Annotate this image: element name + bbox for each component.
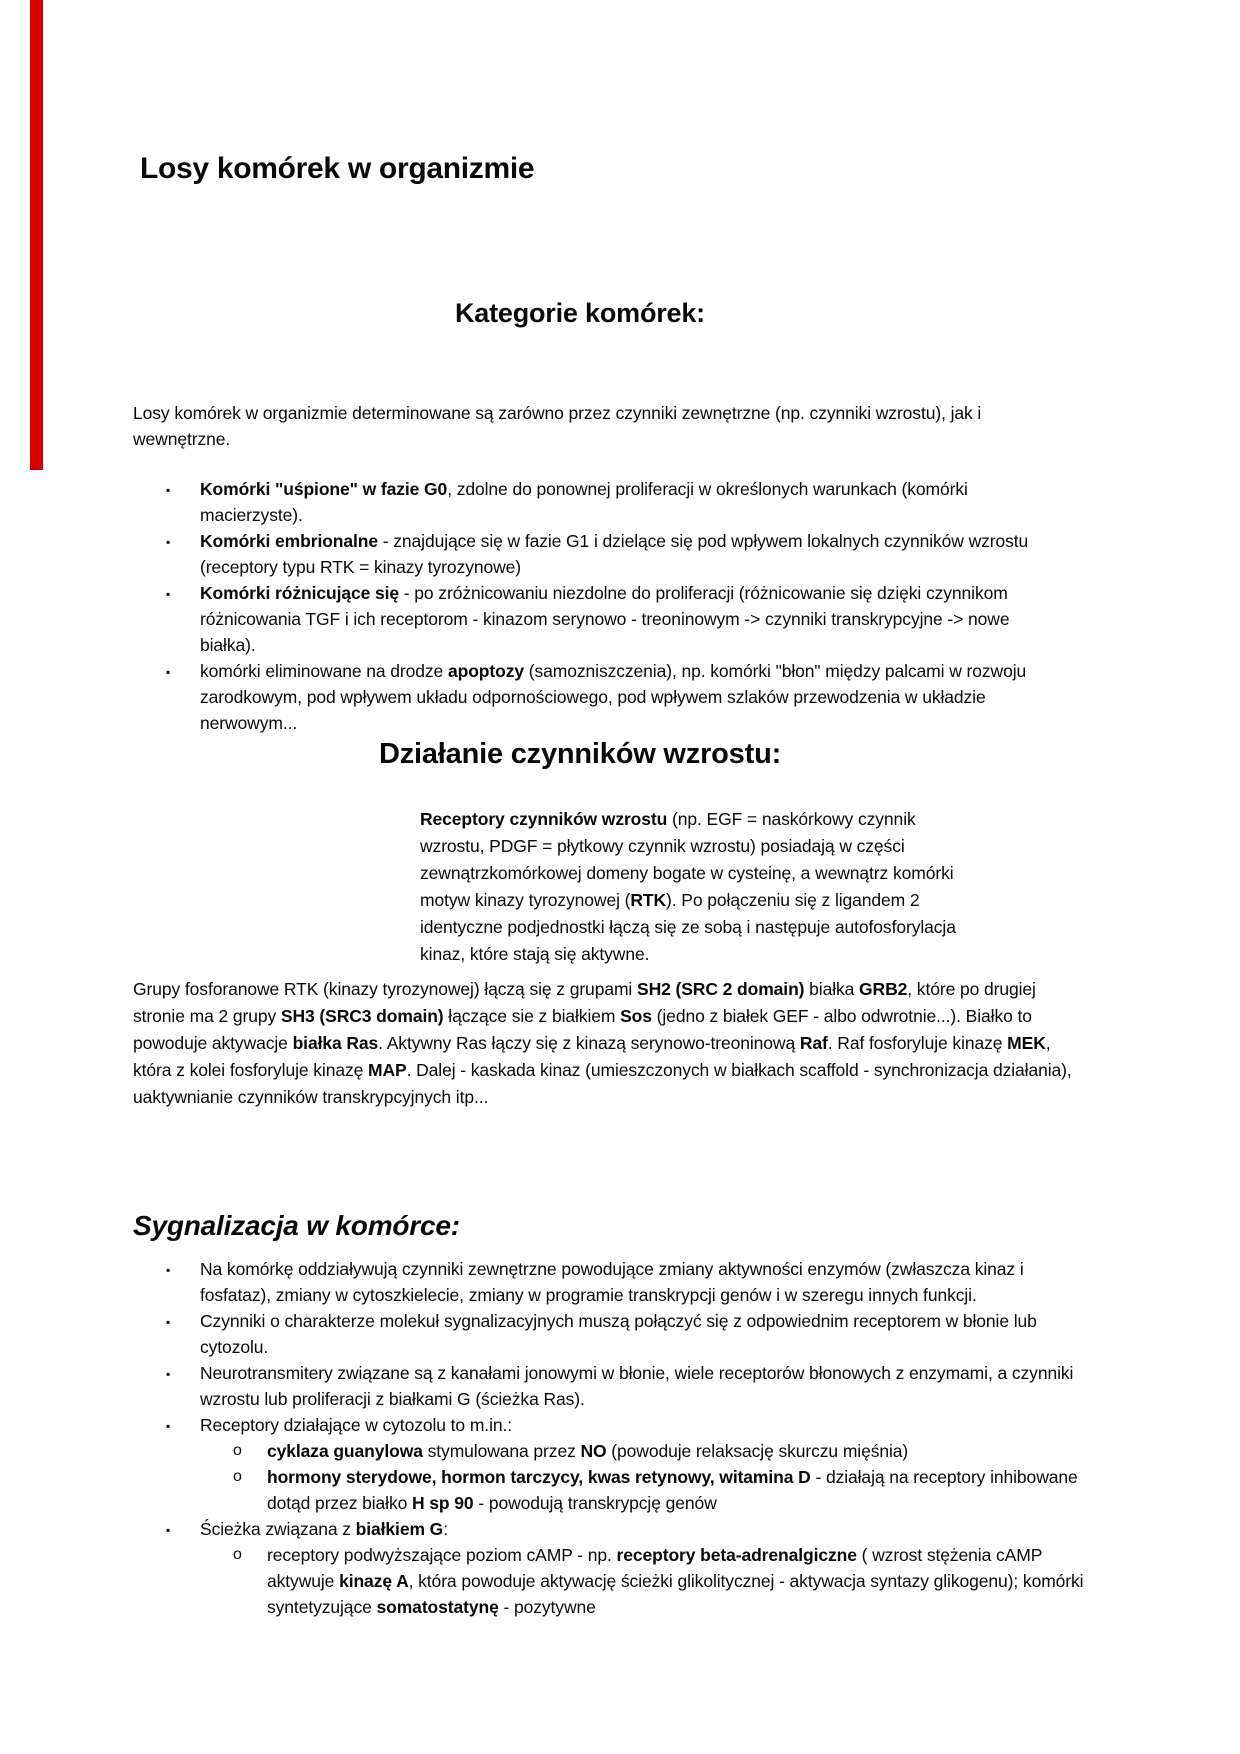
square-bullet-icon: ▪: [166, 1315, 171, 1329]
square-bullet-icon: ▪: [166, 1523, 171, 1537]
document-title: Losy komórek w organizmie: [140, 152, 535, 185]
sub-list-item: [133, 1542, 1093, 1620]
bullet-text: Czynniki o charakterze molekuł sygnalizacyjnych muszą połączyć się z odpowiednim receptorem w błonie lub cytozolu.: [200, 1311, 1037, 1357]
square-bullet-icon: ▪: [166, 483, 171, 497]
bullet-text: komórki eliminowane na drodze apoptozy (samozniszczenia), np. komórki "błon" między palcami w rozwoju zarodkowym, pod wpływem układu odpornościowego, pod wpływem szlaków przewodzenia w układzie nerwowym...: [200, 661, 1027, 733]
square-bullet-icon: ▪: [166, 587, 171, 601]
bullet-text: Receptory działające w cytozolu to m.in.:: [200, 1415, 513, 1435]
intro-paragraph: Losy komórek w organizmie determinowane są zarówno przez czynniki zewnętrzne (np. czynniki wzrostu), jak i wewnętrzne.: [133, 403, 982, 449]
square-bullet-icon: ▪: [166, 1367, 171, 1381]
bullet-text: Na komórkę oddziaływują czynniki zewnętrzne powodujące zmiany aktywności enzymów (zwłaszcza kinaz i fosfataz), zmiany w cytoszkielecie, zmiany w programie transkrypcji genów i w szeregu innych funkcji.: [200, 1259, 1024, 1305]
signaling-list: [133, 1256, 1093, 1620]
circle-bullet-icon: o: [233, 1546, 242, 1563]
circle-bullet-icon: o: [233, 1442, 242, 1459]
sub-list-item: [133, 1438, 1093, 1464]
cell-categories-list: [133, 476, 1068, 736]
bullet-text: Komórki różnicujące się - po zróżnicowaniu niezdolne do proliferacji (różnicowanie się dzięki czynnikom różnicowania TGF i ich receptorom - kinazom serynowo - treoninowym -> czynniki transkrypcyjne -> nowe białka).: [200, 583, 1010, 655]
list-item: [133, 1516, 1093, 1542]
bullet-text: Neurotransmitery związane są z kanałami jonowymi w błonie, wiele receptorów błonowych z enzymami, a czynniki wzrostu lub proliferacji z białkami G (ścieżka Ras).: [200, 1363, 1074, 1409]
receptors-paragraph: Receptory czynników wzrostu (np. EGF = naskórkowy czynnik wzrostu, PDGF = płytkowy czynnik wzrostu) posiadają w części zewnątrzkomórkowej domeny bogate w cysteinę, a wewnątrz komórki motyw kinazy tyrozynowej (RTK). Po połączeniu się z ligandem 2 identyczne podjednostki łączą się ze sobą i następuje autofosforylacja kinaz, które stają się aktywne.: [420, 809, 956, 964]
square-bullet-icon: ▪: [166, 665, 171, 679]
bullet-text: Komórki "uśpione" w fazie G0, zdolne do ponownej proliferacji w określonych warunkach (komórki macierzyste).: [200, 479, 968, 525]
bullet-text: Ścieżka związana z białkiem G:: [200, 1519, 448, 1539]
section-heading-sygnalizacja: Sygnalizacja w komórce:: [133, 1210, 460, 1241]
list-item: [133, 580, 1068, 658]
list-item: [133, 528, 1068, 580]
square-bullet-icon: ▪: [166, 535, 171, 549]
bullet-text: hormony sterydowe, hormon tarczycy, kwas retynowy, witamina D - działają na receptory inhibowane dotąd przez białko H sp 90 - powodują transkrypcję genów: [267, 1467, 1078, 1513]
bullet-text: Komórki embrionalne - znajdujące się w fazie G1 i dzielące się pod wpływem lokalnych czynników wzrostu (receptory typu RTK = kinazy tyrozynowe): [200, 531, 1029, 577]
section-heading-kategorie: Kategorie komórek:: [455, 298, 705, 328]
circle-bullet-icon: o: [233, 1468, 242, 1485]
list-item: [133, 658, 1068, 736]
list-item: [133, 1308, 1093, 1360]
section-heading-dzialanie: Działanie czynników wzrostu:: [378, 738, 782, 770]
square-bullet-icon: ▪: [166, 1419, 171, 1433]
left-margin-red-bar: [30, 0, 43, 470]
square-bullet-icon: ▪: [166, 1263, 171, 1277]
cascade-paragraph: Grupy fosforanowe RTK (kinazy tyrozynowej) łączą się z grupami SH2 (SRC 2 domain) białka GRB2, które po drugiej stronie ma 2 grupy SH3 (SRC3 domain) łączące sie z białkiem Sos (jedno z białek GEF - albo odwrotnie...). Białko to powoduje aktywacje białka Ras. Aktywny Ras łączy się z kinazą serynowo-treoninową Raf. Raf fosforyluje kinazę MEK, która z kolei fosforyluje kinazę MAP. Dalej - kaskada kinaz (umieszczonych w białkach scaffold - synchronizacja działania), uaktywnianie czynników transkrypcyjnych itp...: [133, 979, 1072, 1107]
list-item: [133, 476, 1068, 528]
list-item: [133, 1412, 1093, 1438]
sub-list-item: [133, 1464, 1093, 1516]
bullet-text: receptory podwyższające poziom cAMP - np. receptory beta-adrenalgiczne ( wzrost stężenia cAMP aktywuje kinazę A, która powoduje aktywację ścieżki glikolitycznej - aktywacja syntazy glikogenu); komórki syntetyzujące somatostatynę - pozytywne: [267, 1545, 1084, 1617]
bullet-text: cyklaza guanylowa stymulowana przez NO (powoduje relaksację skurczu mięśnia): [267, 1441, 909, 1461]
list-item: [133, 1360, 1093, 1412]
list-item: [133, 1256, 1093, 1308]
